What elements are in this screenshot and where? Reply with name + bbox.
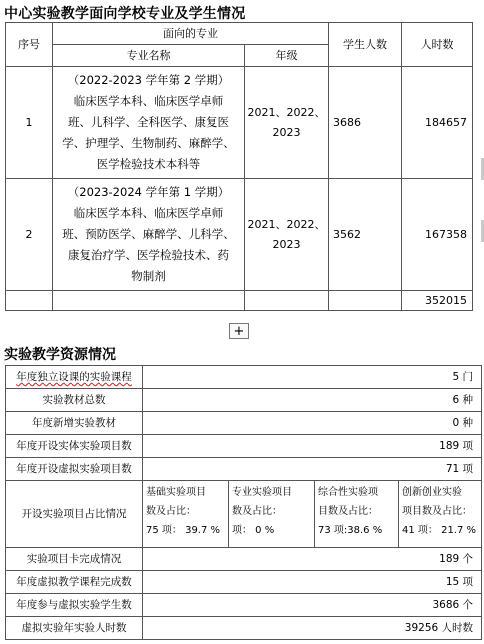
row-label: 年度开设实体实验项目数 bbox=[6, 435, 143, 458]
section1-title: 中心实验教学面向学校专业及学生情况 bbox=[4, 6, 246, 22]
major-line: 康复治疗学、医学检验技术、药 bbox=[68, 248, 229, 262]
row-hours: 167358 bbox=[402, 179, 473, 291]
row-label: 年度虚拟教学课程完成数 bbox=[6, 571, 143, 594]
header-grade: 年级 bbox=[245, 45, 329, 67]
total-hours: 352015 bbox=[402, 291, 473, 311]
table-row bbox=[6, 412, 482, 435]
row-grade: 2021、2022、 2023 bbox=[245, 67, 329, 179]
row-label: 实验项目卡完成情况 bbox=[6, 548, 143, 571]
table-row bbox=[6, 67, 473, 179]
row-label: 年度独立设课的实验课程 bbox=[6, 366, 143, 389]
row-label: 年度开设虚拟实验项目数 bbox=[6, 458, 143, 481]
table-row bbox=[6, 389, 482, 412]
row-value: 189 项 bbox=[143, 435, 482, 458]
major-line: 班、儿科学、全科医学、康复医 bbox=[68, 115, 229, 129]
row-value: 71 项 bbox=[143, 458, 482, 481]
header-major-group: 面向的专业 bbox=[53, 23, 329, 45]
row-majors bbox=[53, 67, 245, 179]
row-value: 0 种 bbox=[143, 412, 482, 435]
row-label: 实验教材总数 bbox=[6, 389, 143, 412]
ratio-cell-comprehensive: 综合性实验项 目数及占比： 73 项:38.6 % bbox=[315, 481, 399, 548]
total-row bbox=[6, 291, 473, 311]
major-line: 临床医学本科、临床医学卓师 bbox=[73, 94, 224, 108]
row-grade: 2021、2022、 2023 bbox=[245, 179, 329, 291]
header-hours: 人时数 bbox=[402, 23, 473, 67]
row-hours: 184657 bbox=[402, 67, 473, 179]
ratio-cell-innovation: 创新创业实验 项目数及占比： 41 项： 21.7 % bbox=[399, 481, 482, 548]
ratio-cell-professional: 专业实验项目 数及占比： 项： 0 % bbox=[229, 481, 315, 548]
row-term: （2023-2024 学年第 1 学期） bbox=[67, 185, 230, 199]
row-value: 6 种 bbox=[143, 389, 482, 412]
row-seq: 1 bbox=[6, 67, 53, 179]
row-students: 3562 bbox=[329, 179, 402, 291]
row-label: 年度新增实验教材 bbox=[6, 412, 143, 435]
table-row bbox=[6, 179, 473, 291]
table-row bbox=[6, 571, 482, 594]
header-major-name: 专业名称 bbox=[53, 45, 245, 67]
section2-title: 实验教学资源情况 bbox=[4, 347, 116, 363]
add-row-button[interactable]: + bbox=[229, 323, 249, 339]
row-label: 年度参与虚拟实验学生数 bbox=[6, 594, 143, 617]
row-value: 5 门 bbox=[143, 366, 482, 389]
header-students: 学生人数 bbox=[329, 23, 402, 67]
row-term: （2022-2023 学年第 2 学期） bbox=[67, 73, 230, 87]
major-line: 医学检验技术本科等 bbox=[96, 157, 201, 171]
table-row bbox=[6, 366, 482, 389]
table-row bbox=[6, 617, 482, 640]
row-value: 39256 人时数 bbox=[143, 617, 482, 640]
major-line: 物制剂 bbox=[131, 269, 166, 283]
major-line: 临床医学本科、临床医学卓师 bbox=[73, 206, 224, 220]
row-students: 3686 bbox=[329, 67, 402, 179]
table-row bbox=[6, 458, 482, 481]
table-row bbox=[6, 548, 482, 571]
row-label: 虚拟实验年实验人时数 bbox=[6, 617, 143, 640]
header-seq: 序号 bbox=[6, 23, 53, 67]
row-value: 15 项 bbox=[143, 571, 482, 594]
major-line: 班、预防医学、麻醉学、儿科学、 bbox=[62, 227, 235, 241]
majors-students-table bbox=[5, 22, 473, 311]
table-row bbox=[6, 594, 482, 617]
row-value: 189 个 bbox=[143, 548, 482, 571]
row-majors bbox=[53, 179, 245, 291]
ratio-row bbox=[6, 481, 482, 548]
resources-table bbox=[5, 365, 482, 640]
table-row bbox=[6, 435, 482, 458]
major-line: 学、护理学、生物制药、麻醉学、 bbox=[62, 136, 235, 150]
ratio-label: 开设实验项目占比情况 bbox=[6, 481, 143, 548]
ratio-cell-basic: 基础实验项目 数及占比： 75 项： 39.7 % bbox=[143, 481, 229, 548]
row-value: 3686 个 bbox=[143, 594, 482, 617]
row-seq: 2 bbox=[6, 179, 53, 291]
